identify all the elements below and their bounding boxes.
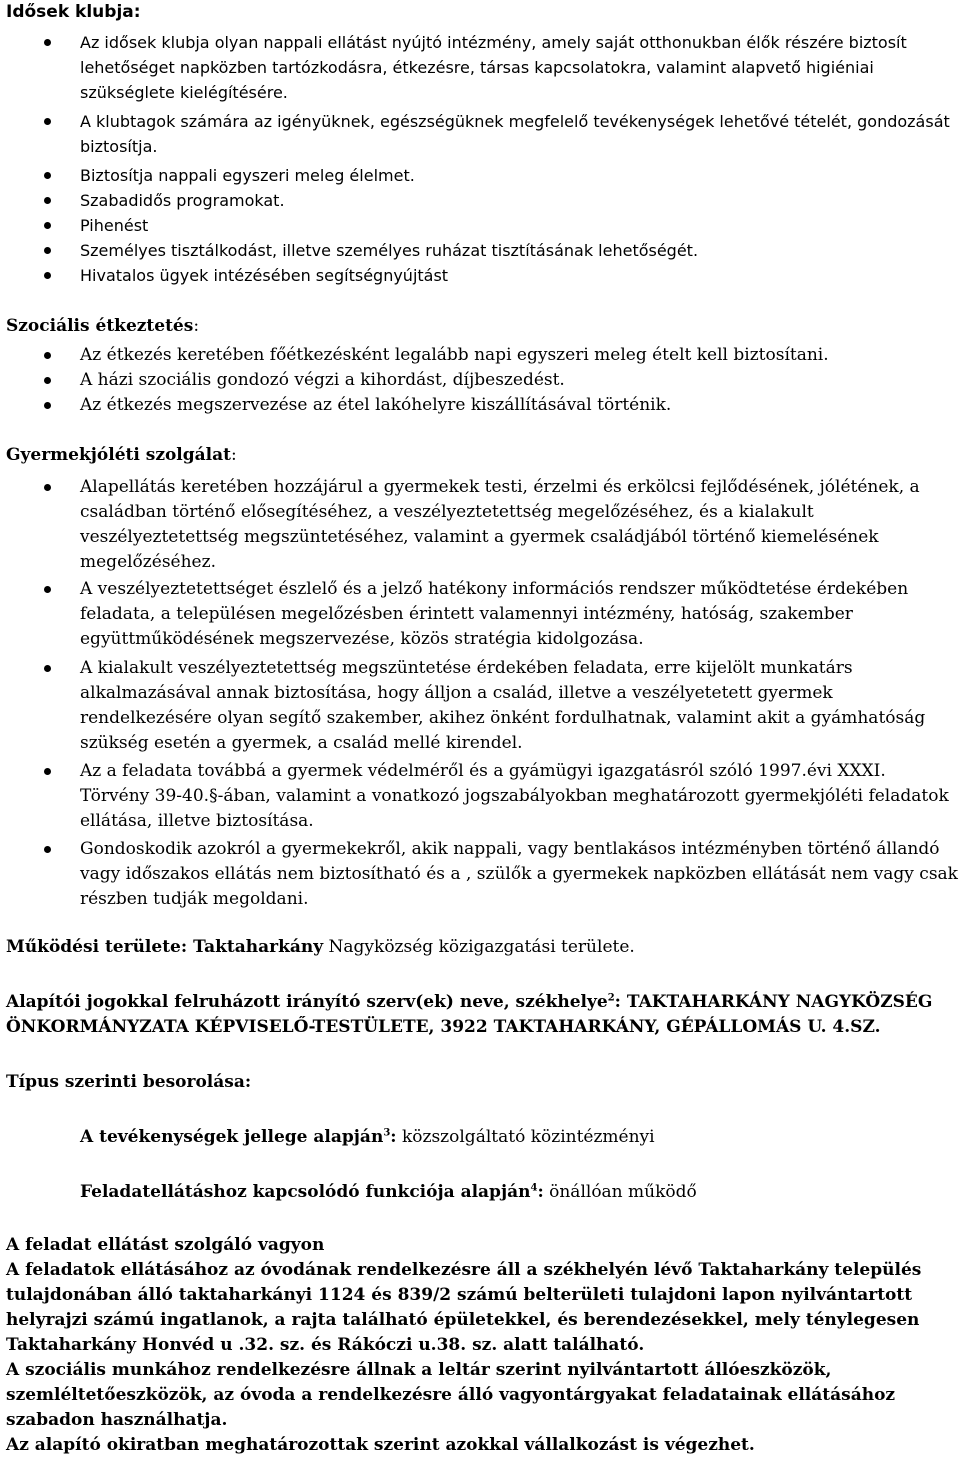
footnote-ref: 3 xyxy=(383,1127,391,1139)
jelleg-label: A tevékenységek jellege alapján xyxy=(80,1127,384,1147)
list-item: A klubtagok számára az igényüknek, egészségüknek megfelelő tevékenységek lehetővé tételét, gondozását biztosítja. xyxy=(0,109,960,159)
gyermek-title-text: Gyermekjóléti szolgálat xyxy=(6,445,231,465)
alapitoi-line-2: ÖNKORMÁNYZATA KÉPVISELŐ-TESTÜLETE, 3922 TAKTAHARKÁNY, GÉPÁLLOMÁS U. 4.SZ. xyxy=(6,1017,881,1037)
tipus-title: Típus szerinti besorolása: xyxy=(6,1072,252,1092)
vagyon-line: A feladatok ellátásához az óvodának rendelkezésre áll a székhelyén lévő Taktaharkány település xyxy=(6,1260,922,1280)
mukodesi-label: Működési területe: Taktaharkány xyxy=(6,937,324,957)
list-item: Pihenést xyxy=(0,213,960,238)
szocialis-list xyxy=(0,343,960,418)
section-title-idosek: Idősek klubja: xyxy=(6,2,141,22)
list-item: Szabadidős programokat. xyxy=(0,188,960,213)
vagyon-line: A feladat ellátást szolgáló vagyon xyxy=(6,1235,325,1255)
list-item: Gondoskodik azokról a gyermekekről, akik nappali, vagy bentlakásos intézményben történő állandó vagy időszakos ellátás nem biztosítható és a , szülők a gyermekek napközben ellátását nem vagy csak részben tudják megoldani. xyxy=(0,837,960,912)
jelleg-colon: : xyxy=(390,1127,397,1147)
mukodesi-terulete xyxy=(6,935,960,960)
alapitoi-label: Alapítói jogokkal felruházott irányító szerv(ek) neve, székhelye xyxy=(6,992,608,1012)
vagyon-line: Taktaharkány Honvéd u .32. sz. és Rákóczi u.38. sz. alatt található. xyxy=(6,1335,645,1355)
mukodesi-value: Nagyközség közigazgatási területe. xyxy=(323,937,635,957)
list-item: Az étkezés megszervezése az étel lakóhelyre kiszállításával történik. xyxy=(0,393,960,418)
vagyon-line: A szociális munkához rendelkezésre állnak a leltár szerint nyilvántartott állóeszközök, xyxy=(6,1360,832,1380)
list-item: Személyes tisztálkodást, illetve személyes ruházat tisztításának lehetőségét. xyxy=(0,238,960,263)
list-item: Alapellátás keretében hozzájárul a gyermekek testi, érzelmi és erkölcsi fejlődésének, jólétének, a családban történő elősegítéséhez, a veszélyeztetettség megelőzéséhez, és a kialakult veszélyeztetettség megszüntetéséhez, valamint a gyermek családjából történő kiemelésének megelőzéséhez. xyxy=(0,475,960,575)
list-item: A veszélyeztetettséget észlelő és a jelző hatékony információs rendszer működtetése érdekében feladata, a településen megelőzésben érintett valamennyi intézmény, hatóság, szakember együttműködésének megszervezése, közös stratégia kidolgozása. xyxy=(0,577,960,652)
gyermek-list xyxy=(0,475,960,912)
alapitoi-line-1 xyxy=(6,990,960,1015)
list-item: A kialakult veszélyeztetettség megszüntetése érdekében feladata, erre kijelölt munkatárs alkalmazásával annak biztosítása, hogy álljon a család, illetve a veszélyetetett gyermek rendelkezésére olyan segítő szakember, akihez önként fordulhatnak, valamint akit a gyámhatóság szükség esetén a gyermek, a család mellé kirendel. xyxy=(0,656,960,756)
szocialis-title-text: Szociális étkeztetés xyxy=(6,316,194,336)
list-item: Az idősek klubja olyan nappali ellátást nyújtó intézmény, amely saját otthonukban élők részére biztosít lehetőséget napközben tartózkodásra, étkezésre, társas kapcsolatokra, valamint alapvető higiéniai szükséglete kielégítésére. xyxy=(0,30,960,105)
section-title-gyermek xyxy=(6,443,237,468)
vagyon-line: Az alapító okiratban meghatározottak szerint azokkal vállalkozást is végezhet. xyxy=(6,1435,755,1455)
jelleg-value: közszolgáltató közintézményi xyxy=(396,1127,655,1147)
vagyon-line: tulajdonában álló taktaharkányi 1124 és 839/2 számú belterületi tulajdoni lapon nyilvántartott xyxy=(6,1285,913,1305)
tipus-funkcio xyxy=(80,1180,960,1205)
funkcio-value: önállóan működő xyxy=(543,1182,697,1202)
section-title-szocialis xyxy=(6,314,199,339)
list-item: Az a feladata továbbá a gyermek védelméről és a gyámügyi igazgatásról szóló 1997.évi XXXI. Törvény 39-40.§-ában, valamint a vonatkozó jogszabályokban meghatározott gyermekjóléti feladatok ellátása, illetve biztosítása. xyxy=(0,759,960,834)
alapitoi-block xyxy=(6,990,960,1040)
idosek-list xyxy=(0,30,960,288)
footnote-ref: 2 xyxy=(607,992,615,1004)
list-item: Hivatalos ügyek intézésében segítségnyújtást xyxy=(0,263,960,288)
gyermek-title-colon: : xyxy=(231,445,237,465)
tipus-jelleg xyxy=(80,1125,960,1150)
vagyon-line: szemléltetőeszközök, az óvoda a rendelkezésre álló vagyontárgyakat feladatainak ellátásához xyxy=(6,1385,896,1405)
footnote-ref: 4 xyxy=(530,1182,538,1194)
list-item: Biztosítja nappali egyszeri meleg élelmet. xyxy=(0,163,960,188)
vagyon-line: helyrajzi számú ingatlanok, a rajta található épületekkel, és berendezésekkel, mely ténylegesen xyxy=(6,1310,920,1330)
vagyon-block xyxy=(6,1233,960,1458)
list-item: A házi szociális gondozó végzi a kihordást, díjbeszedést. xyxy=(0,368,960,393)
szocialis-title-colon: : xyxy=(193,316,200,336)
vagyon-line: szabadon használhatja. xyxy=(6,1410,228,1430)
funkcio-label: Feladatellátáshoz kapcsolódó funkciója alapján xyxy=(80,1182,531,1202)
alapitoi-value-start: : TAKTAHARKÁNY NAGYKÖZSÉG xyxy=(614,992,933,1012)
list-item: Az étkezés keretében főétkezésként legalább napi egyszeri meleg ételt kell biztosítani. xyxy=(0,343,960,368)
funkcio-colon: : xyxy=(537,1182,544,1202)
